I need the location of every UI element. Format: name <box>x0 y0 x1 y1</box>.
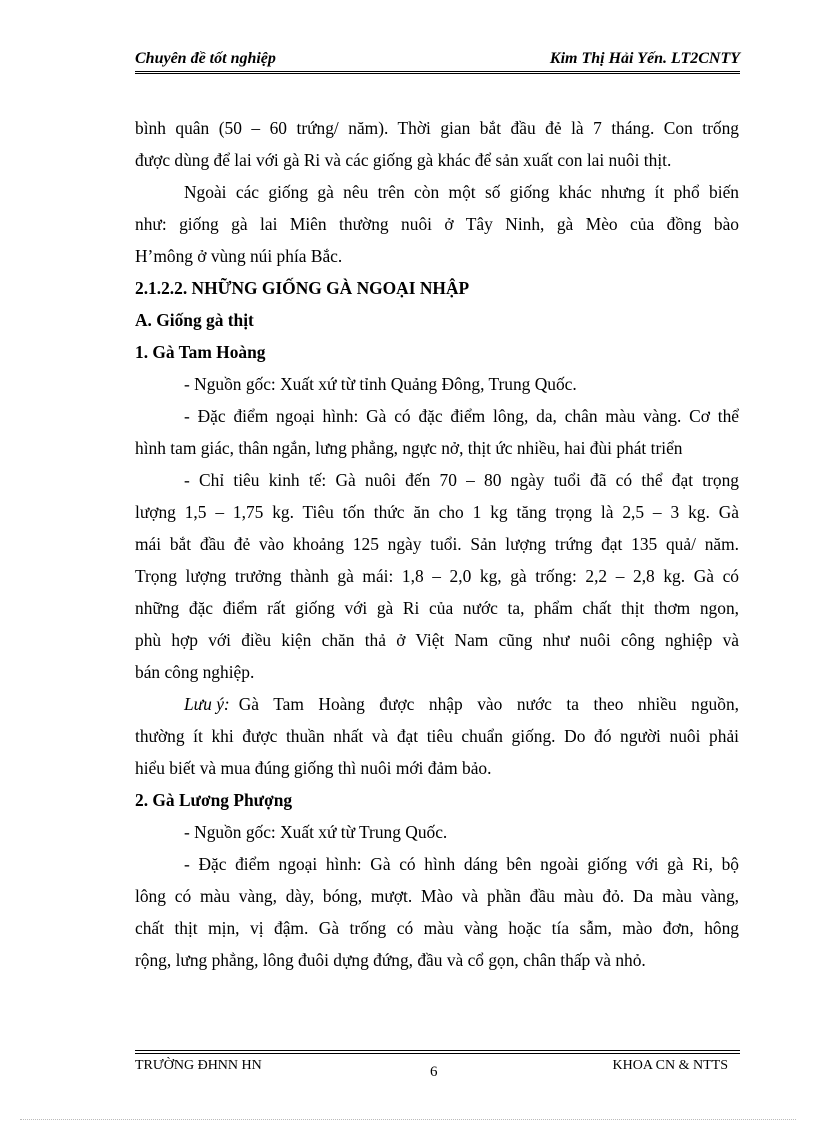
header-rule-thin <box>135 73 740 74</box>
body-line: chất thịt mịn, vị đậm. Gà trống có màu vàng hoặc tía sẫm, mào đơn, hông <box>135 918 739 938</box>
footer-rule-thin <box>135 1053 740 1054</box>
page-edge-dotted-line <box>20 1119 796 1120</box>
header-rule <box>135 71 740 72</box>
page-footer <box>135 1056 740 1080</box>
footer-school: TRƯỜNG ĐHNN HN <box>135 1058 262 1073</box>
body-line: - Nguồn gốc: Xuất xứ từ tỉnh Quảng Đông, Trung Quốc. <box>184 374 577 394</box>
body-line: H’mông ở vùng núi phía Bắc. <box>135 246 343 266</box>
header-author: Kim Thị Hải Yến. LT2CNTY <box>549 50 740 67</box>
body-line: - Đặc điểm ngoại hình: Gà có hình dáng bên ngoài giống với gà Ri, bộ <box>184 854 739 874</box>
body-line: lông có màu vàng, dày, bóng, mượt. Mào và phần đầu màu đỏ. Da màu vàng, <box>135 886 739 906</box>
body-line: - Đặc điểm ngoại hình: Gà có đặc điểm lông, da, chân màu vàng. Cơ thể <box>184 406 739 426</box>
section-heading: 2.1.2.2. NHỮNG GIỐNG GÀ NGOẠI NHẬP <box>135 278 470 298</box>
body-line: rộng, lưng phẳng, lông đuôi dựng đứng, đầu và cổ gọn, chân thấp và nhỏ. <box>135 950 646 970</box>
body-line: Ngoài các giống gà nêu trên còn một số giống khác nhưng ít phổ biến <box>184 182 739 202</box>
footer-rule <box>135 1050 740 1051</box>
body-line: - Nguồn gốc: Xuất xứ từ Trung Quốc. <box>184 822 448 842</box>
breed-heading: 1. Gà Tam Hoàng <box>135 342 266 362</box>
page-number: 6 <box>430 1064 438 1080</box>
body-line: bán công nghiệp. <box>135 662 255 682</box>
body-line: như: giống gà lai Miên thường nuôi ở Tây Ninh, gà Mèo của đồng bào <box>135 214 739 234</box>
body-line: thường ít khi được thuần nhất và đạt tiêu chuẩn giống. Do đó người nuôi phải <box>135 726 739 746</box>
page-header <box>135 48 740 72</box>
body-line: - Chỉ tiêu kinh tế: Gà nuôi đến 70 – 80 ngày tuổi đã có thể đạt trọng <box>184 470 739 490</box>
note-line <box>135 688 739 720</box>
breed-heading: 2. Gà Lương Phượng <box>135 790 293 810</box>
body-line: hiểu biết và mua đúng giống thì nuôi mới đảm bảo. <box>135 758 492 778</box>
body-line: bình quân (50 – 60 trứng/ năm). Thời gian bắt đầu đẻ là 7 tháng. Con trống <box>135 118 739 138</box>
note-label: Lưu ý: <box>184 694 230 714</box>
footer-faculty: KHOA CN & NTTS <box>612 1058 728 1073</box>
body-line: phù hợp với điều kiện chăn thả ở Việt Nam cũng như nuôi công nghiệp và <box>135 630 739 650</box>
header-thesis-title: Chuyên đề tốt nghiệp <box>135 50 276 67</box>
body-line: mái bắt đầu đẻ vào khoảng 125 ngày tuổi. Sản lượng trứng đạt 135 quả/ năm. <box>135 534 739 554</box>
body-line: Trọng lượng trưởng thành gà mái: 1,8 – 2,0 kg, gà trống: 2,2 – 2,8 kg. Gà có <box>135 566 739 586</box>
note-text: Gà Tam Hoàng được nhập vào nước ta theo nhiều nguồn, <box>238 694 739 714</box>
body-line: hình tam giác, thân ngắn, lưng phẳng, ngực nở, thịt ức nhiều, hai đùi phát triển <box>135 438 683 458</box>
body-line: lượng 1,5 – 1,75 kg. Tiêu tốn thức ăn cho 1 kg tăng trọng là 2,5 – 3 kg. Gà <box>135 502 739 522</box>
subsection-heading: A. Giống gà thịt <box>135 310 254 330</box>
body-line: những đặc điểm rất giống với gà Ri của nước ta, phẩm chất thịt thơm ngon, <box>135 598 739 618</box>
body-line: được dùng để lai với gà Ri và các giống gà khác để sản xuất con lai nuôi thịt. <box>135 150 672 170</box>
